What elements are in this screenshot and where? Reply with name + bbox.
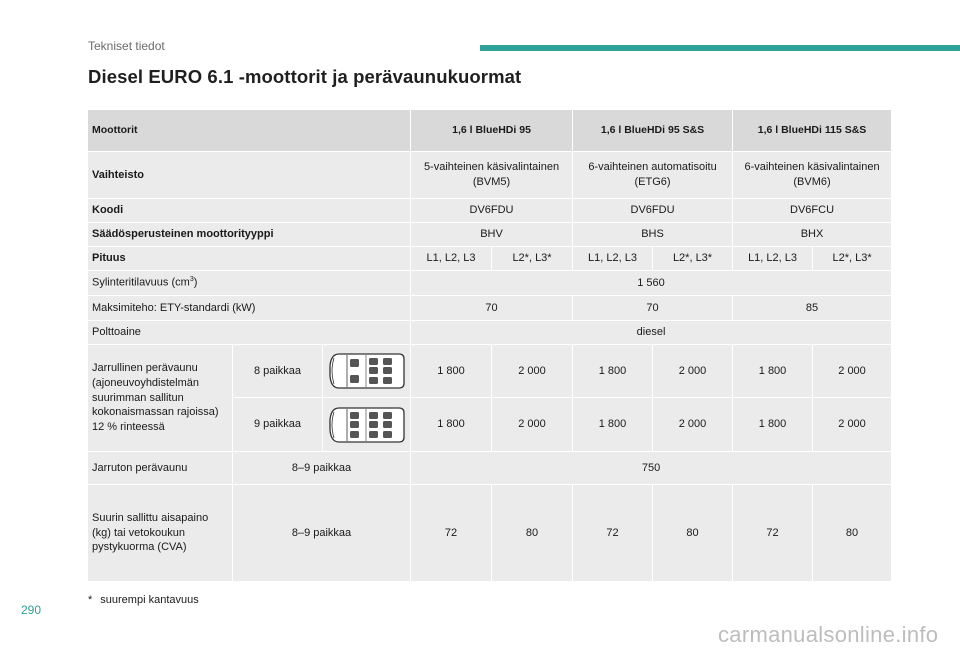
seat-layout-8-icon — [323, 345, 411, 398]
engine-col-1: 1,6 l BlueHDi 95 — [411, 110, 573, 152]
noseweight-seats: 8–9 paikkaa — [233, 485, 411, 582]
engine-type-value-1: BHV — [411, 223, 573, 247]
power-row — [88, 296, 892, 321]
gearbox-value-1: 5-vaihteinen käsivalintainen (BVM5) — [411, 152, 573, 199]
van-9-seats-icon — [327, 402, 407, 448]
noseweight-value-6: 80 — [813, 485, 892, 582]
braked-8-seats: 8 paikkaa — [233, 345, 323, 398]
length-value-2: L2*, L3* — [492, 247, 573, 271]
braked-8-value-4: 2 000 — [653, 345, 733, 398]
code-label: Koodi — [88, 199, 411, 223]
length-row — [88, 247, 892, 271]
footnote-star: * — [88, 594, 93, 606]
unbraked-value: 750 — [411, 452, 892, 485]
watermark: carmanualsonline.info — [718, 622, 939, 647]
noseweight-label: Suurin sallittu aisapaino (kg) tai vetokoukun pystykuorma (CVA) — [88, 485, 233, 582]
footnote — [88, 594, 199, 606]
code-row — [88, 199, 892, 223]
table-header-row — [88, 110, 892, 152]
engine-type-value-2: BHS — [573, 223, 733, 247]
noseweight-value-2: 80 — [492, 485, 573, 582]
code-value-3: DV6FCU — [733, 199, 892, 223]
braked-8-row — [88, 345, 892, 398]
van-8-seats-icon — [327, 348, 407, 394]
braked-9-value-2: 2 000 — [492, 398, 573, 452]
fuel-row — [88, 321, 892, 345]
braked-9-value-1: 1 800 — [411, 398, 492, 452]
engine-type-label: Säädösperusteinen moottorityyppi — [88, 223, 411, 247]
length-value-6: L2*, L3* — [813, 247, 892, 271]
length-label: Pituus — [88, 247, 411, 271]
braked-8-value-6: 2 000 — [813, 345, 892, 398]
power-value-3: 85 — [733, 296, 892, 321]
code-value-1: DV6FDU — [411, 199, 573, 223]
braked-8-value-2: 2 000 — [492, 345, 573, 398]
length-value-1: L1, L2, L3 — [411, 247, 492, 271]
engine-col-3: 1,6 l BlueHDi 115 S&S — [733, 110, 892, 152]
braked-8-value-1: 1 800 — [411, 345, 492, 398]
header-label: Moottorit — [88, 110, 411, 152]
noseweight-row — [88, 485, 892, 582]
braked-8-value-3: 1 800 — [573, 345, 653, 398]
power-value-2: 70 — [573, 296, 733, 321]
gearbox-value-2: 6-vaihteinen automatisoitu (ETG6) — [573, 152, 733, 199]
engine-type-value-3: BHX — [733, 223, 892, 247]
gearbox-value-3: 6-vaihteinen käsivalintainen (BVM6) — [733, 152, 892, 199]
page-title: Diesel EURO 6.1 -moottorit ja perävaunukuormat — [88, 66, 522, 87]
noseweight-value-4: 80 — [653, 485, 733, 582]
power-value-1: 70 — [411, 296, 573, 321]
engine-type-row — [88, 223, 892, 247]
power-label: Maksimiteho: ETY-standardi (kW) — [88, 296, 411, 321]
braked-9-seats: 9 paikkaa — [233, 398, 323, 452]
fuel-value: diesel — [411, 321, 892, 345]
unbraked-row — [88, 452, 892, 485]
unbraked-label: Jarruton perävaunu — [88, 452, 233, 485]
gearbox-row — [88, 152, 892, 199]
braked-9-value-6: 2 000 — [813, 398, 892, 452]
noseweight-value-5: 72 — [733, 485, 813, 582]
displacement-value: 1 560 — [411, 271, 892, 296]
length-value-3: L1, L2, L3 — [573, 247, 653, 271]
length-value-5: L1, L2, L3 — [733, 247, 813, 271]
braked-9-value-4: 2 000 — [653, 398, 733, 452]
footnote-text: suurempi kantavuus — [100, 594, 199, 606]
length-value-4: L2*, L3* — [653, 247, 733, 271]
section-accent-bar — [480, 45, 960, 51]
braked-8-value-5: 1 800 — [733, 345, 813, 398]
page-number: 290 — [21, 603, 42, 617]
engine-spec-table — [87, 109, 892, 582]
section-label: Tekniset tiedot — [88, 39, 165, 53]
braked-trailer-label: Jarrullinen perävaunu (ajoneuvoyhdistelmän suurimman sallitun kokonaismassan rajoissa) 12 % rinteessä — [88, 345, 233, 452]
braked-9-value-5: 1 800 — [733, 398, 813, 452]
noseweight-value-1: 72 — [411, 485, 492, 582]
seat-layout-9-icon — [323, 398, 411, 452]
engine-col-2: 1,6 l BlueHDi 95 S&S — [573, 110, 733, 152]
unbraked-seats: 8–9 paikkaa — [233, 452, 411, 485]
code-value-2: DV6FDU — [573, 199, 733, 223]
gearbox-label: Vaihteisto — [88, 152, 411, 199]
displacement-row — [88, 271, 892, 296]
noseweight-value-3: 72 — [573, 485, 653, 582]
braked-9-value-3: 1 800 — [573, 398, 653, 452]
fuel-label: Polttoaine — [88, 321, 411, 345]
displacement-label: Sylinteritilavuus $(cm^3)$ — [88, 271, 411, 296]
